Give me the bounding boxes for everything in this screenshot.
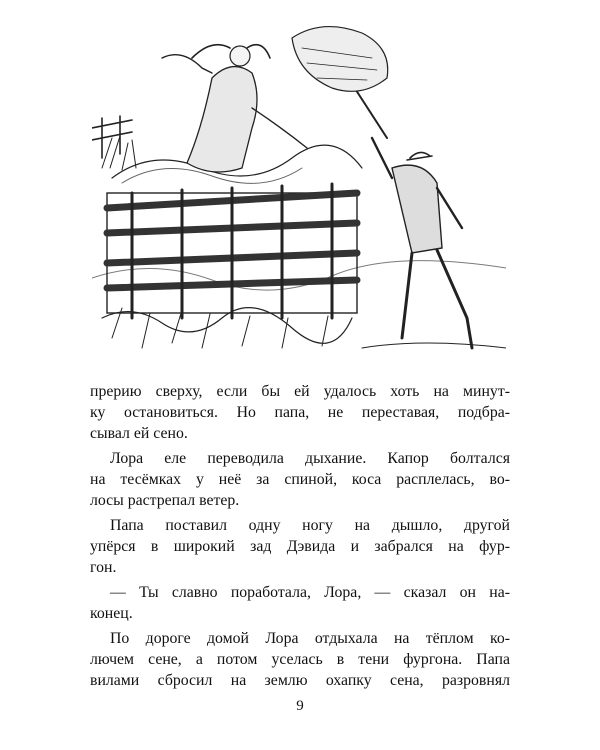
text-line: лосы растрепал ветер. (90, 492, 240, 509)
paragraph-1 (90, 381, 510, 444)
paragraph-2 (90, 448, 510, 511)
page-number: 9 (296, 698, 304, 714)
text-line: По дороге домой Лора отдыхала на тёплом ко- (110, 630, 510, 647)
text-line: прерию сверху, если бы ей удалось хоть на минут- (90, 383, 510, 400)
text-line: упёрся в широкий зад Дэвида и забрался на фур- (90, 538, 510, 555)
paragraph-4 (90, 582, 510, 624)
text-line: вилами сбросил на землю охапку сена, разровнял (90, 672, 510, 689)
text-line: ку остановиться. Но папа, не переставая, подбра- (90, 404, 510, 421)
text-line: Папа поставил одну ногу на дышло, другой (110, 517, 510, 534)
text-line: на тесёмках у неё за спиной, коса расплелась, во- (90, 471, 510, 488)
paragraph-5 (90, 628, 510, 691)
text-line: — Ты славно поработала, Лора, — сказал он на- (110, 584, 510, 601)
text-line: гон. (90, 559, 117, 576)
text-line: Лора еле переводила дыхание. Капор болтался (110, 450, 510, 467)
text-line: лючем сене, а потом уселась в тени фургона. Папа (90, 651, 510, 668)
text-line: сывал ей сено. (90, 425, 188, 442)
paragraph-3 (90, 515, 510, 578)
illustration-hay-wagon (92, 18, 506, 368)
body-text (90, 381, 510, 691)
text-line: конец. (90, 605, 133, 622)
